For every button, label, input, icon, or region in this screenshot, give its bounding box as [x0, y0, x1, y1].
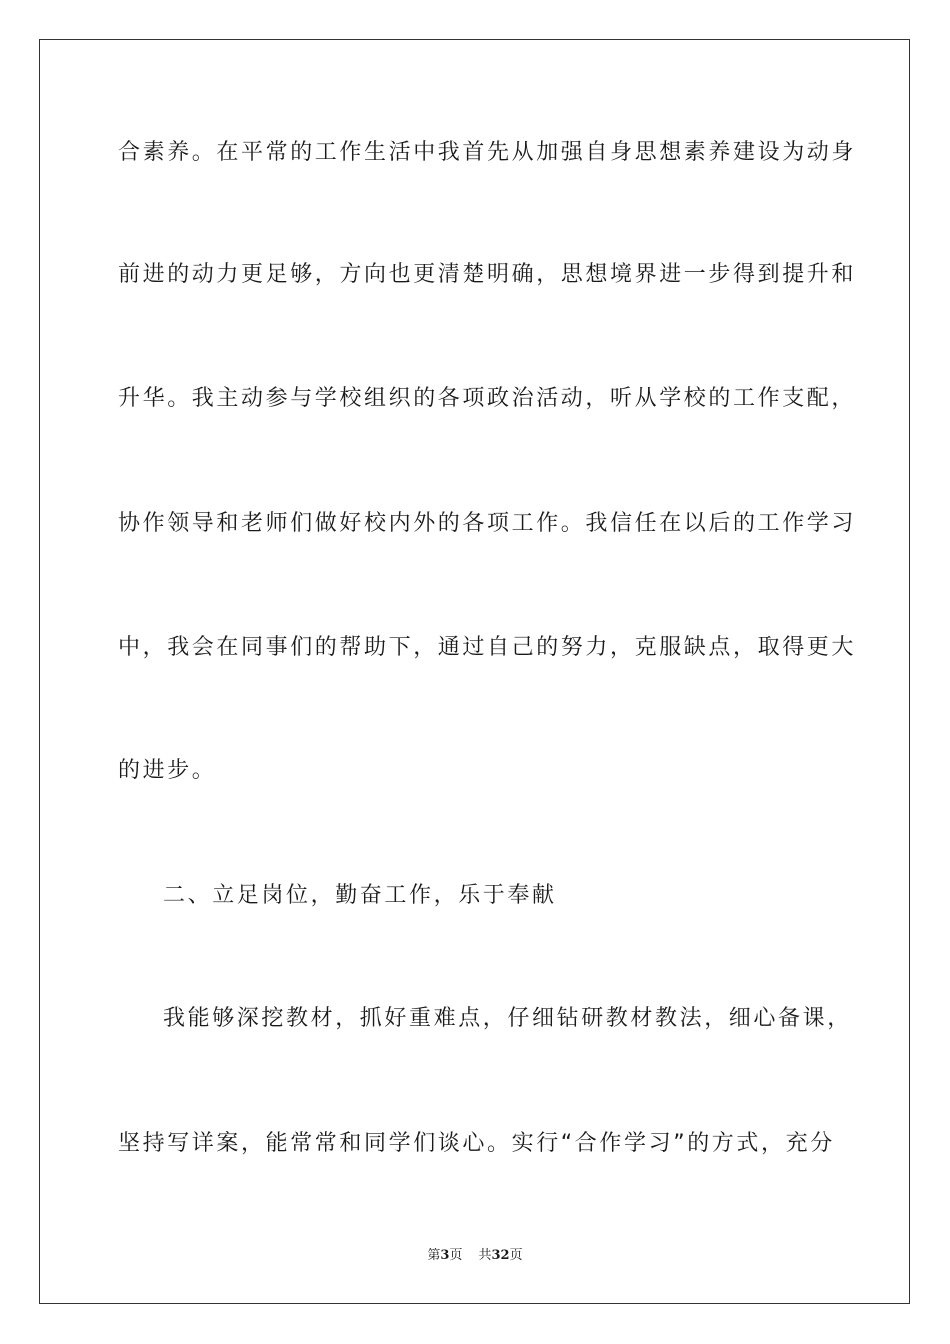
total-pages: 32 — [491, 1248, 510, 1263]
total-prefix: 共 — [478, 1248, 492, 1263]
page-prefix: 第 — [427, 1248, 441, 1263]
total-suffix: 页 — [509, 1248, 523, 1263]
body-text-line-3: 升华。我主动参与学校组织的各项政治活动，听从学校的工作支配， — [118, 386, 857, 411]
body-text-line-2: 前进的动力更足够，方向也更清楚明确，思想境界进一步得到提升和 — [118, 262, 857, 287]
body-text-line-4: 协作领导和老师们做好校内外的各项工作。我信任在以后的工作学习 — [118, 511, 857, 536]
page-footer — [0, 1247, 950, 1265]
page-border — [39, 39, 910, 1304]
body-text-line-8: 我能够深挖教材，抓好重难点，仔细钻研教材教法，细心备课， — [163, 1006, 852, 1031]
body-text-line-9: 坚持写详案，能常常和同学们谈心。实行“合作学习”的方式，充分 — [118, 1131, 835, 1156]
body-text-line-1: 合素养。在平常的工作生活中我首先从加强自身思想素养建设为动身 — [118, 140, 857, 165]
body-text-line-6: 的进步。 — [118, 758, 217, 783]
body-text-line-5: 中，我会在同事们的帮助下，通过自己的努力，克服缺点，取得更大 — [118, 635, 857, 660]
page-number: 3 — [440, 1248, 450, 1263]
section-heading: 二、立足岗位，勤奋工作，乐于奉献 — [163, 883, 557, 908]
page-suffix: 页 — [449, 1248, 463, 1263]
